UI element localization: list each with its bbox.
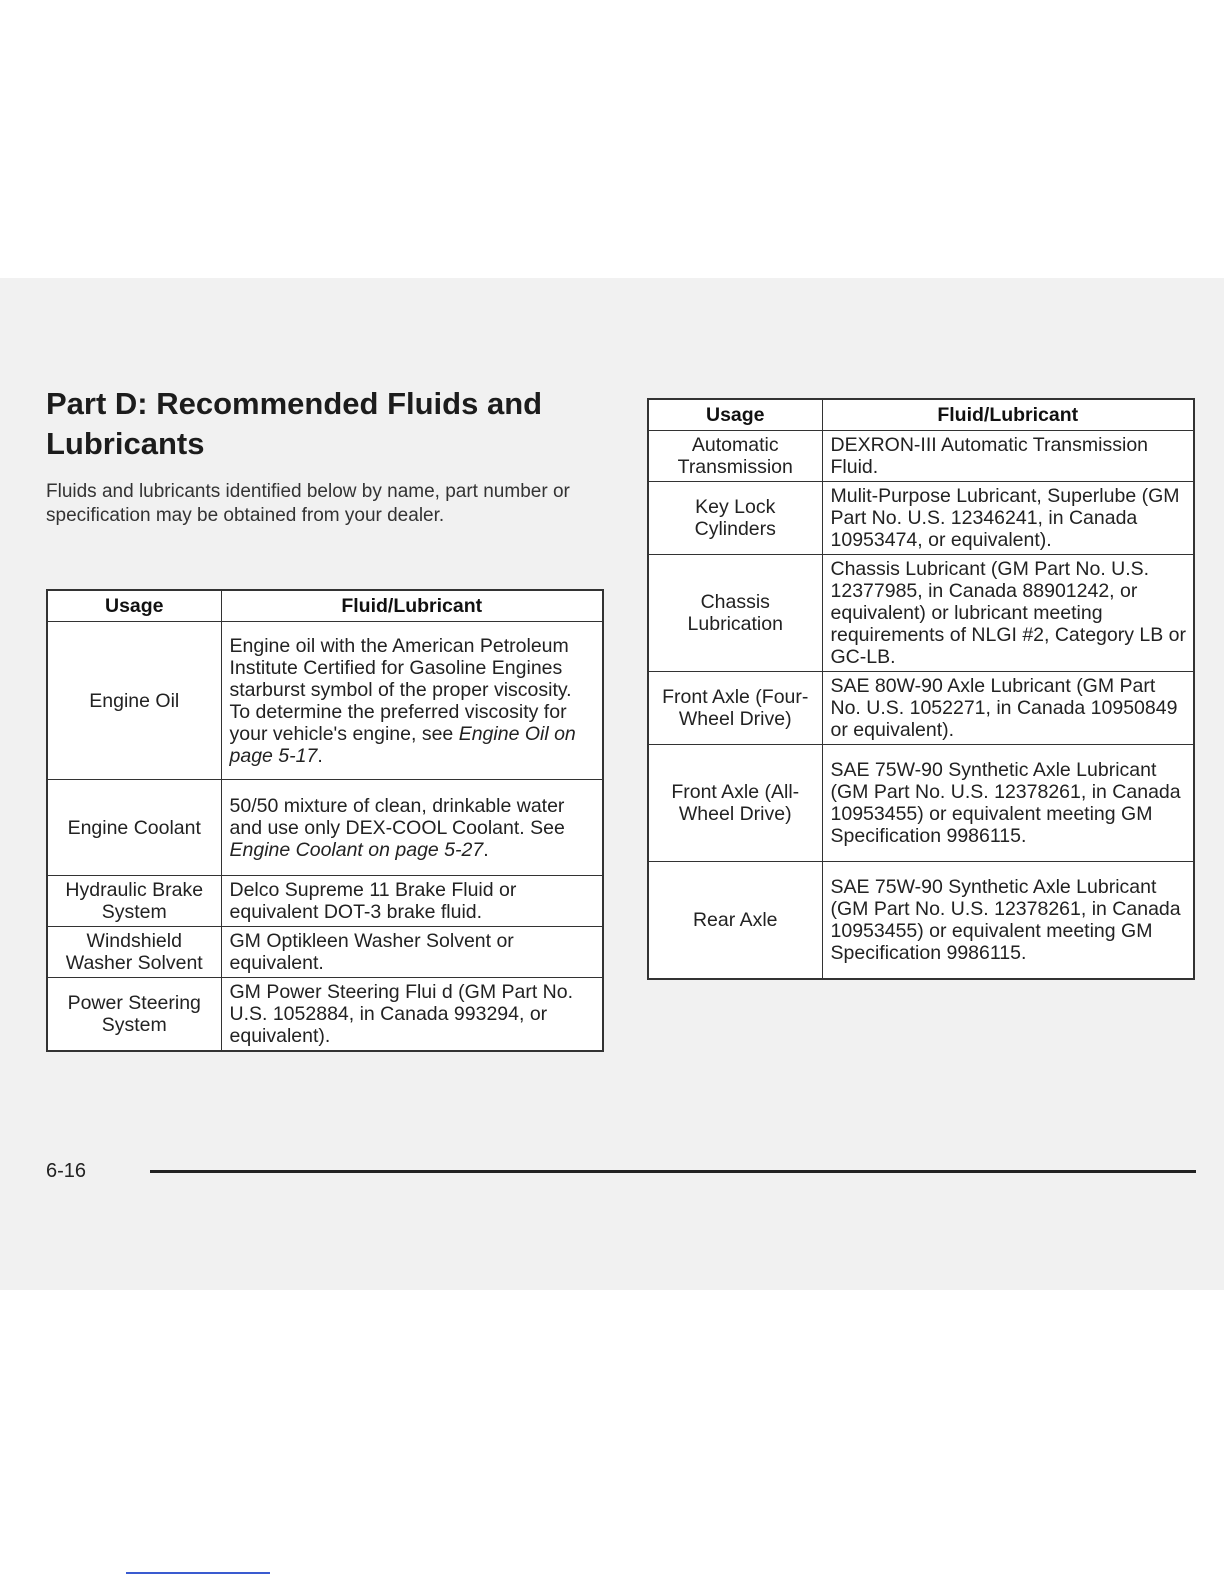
table-row <box>47 978 603 1051</box>
page-title-line-2: Lubricants <box>46 426 205 461</box>
usage-cell: Automatic Transmission <box>648 431 822 482</box>
table-row <box>648 745 1194 862</box>
table-row <box>648 555 1194 672</box>
fluid-cell: Chassis Lubricant (GM Part No. U.S. 12377985, in Canada 88901242, or equivalent) or lubricant meeting requirements of NLGI #2, Category LB or GC-LB. <box>822 555 1194 672</box>
header-usage: Usage <box>47 590 221 622</box>
header-fluid-lubricant: Fluid/Lubricant <box>221 590 603 622</box>
intro-paragraph: Fluids and lubricants identified below by name, part number or specification may be obtained from your dealer. <box>46 481 570 526</box>
table-row <box>47 622 603 780</box>
fluid-cell: GM Optikleen Washer Solvent or equivalent. <box>221 927 603 978</box>
table-row <box>648 482 1194 555</box>
fluid-cell: SAE 80W-90 Axle Lubricant (GM Part No. U.S. 1052271, in Canada 10950849 or equivalent). <box>822 672 1194 745</box>
fluid-cell: Mulit-Purpose Lubricant, Superlube (GM Part No. U.S. 12346241, in Canada 10953474, or equivalent). <box>822 482 1194 555</box>
table-header-row <box>648 399 1194 431</box>
table-row <box>47 876 603 927</box>
page-reference: Engine Oil on page 5-17 <box>229 722 576 767</box>
table-row <box>648 862 1194 979</box>
fluid-cell: SAE 75W-90 Synthetic Axle Lubricant (GM Part No. U.S. 12378261, in Canada 10953455) or equivalent meeting GM Specification 9986115. <box>822 862 1194 979</box>
usage-cell: Engine Coolant <box>47 780 221 876</box>
page-title-line-1: Part D: Recommended Fluids and <box>46 386 543 421</box>
usage-cell: Chassis Lubrication <box>648 555 822 672</box>
fluids-table-right <box>647 398 1195 980</box>
fluid-cell <box>221 780 603 876</box>
usage-cell: Front Axle (All-Wheel Drive) <box>648 745 822 862</box>
header-fluid-lubricant: Fluid/Lubricant <box>822 399 1194 431</box>
page-number: 6-16 <box>46 1160 87 1182</box>
fluid-cell: GM Power Steering Flui d (GM Part No. U.S. 1052884, in Canada 993294, or equivalent). <box>221 978 603 1051</box>
fluids-table-left <box>46 589 604 1052</box>
table-row <box>47 780 603 876</box>
fluid-cell: DEXRON-III Automatic Transmission Fluid. <box>822 431 1194 482</box>
header-usage: Usage <box>648 399 822 431</box>
usage-cell: Front Axle (Four-Wheel Drive) <box>648 672 822 745</box>
usage-cell: Power Steering System <box>47 978 221 1051</box>
page-title <box>46 384 626 464</box>
table-header-row <box>47 590 603 622</box>
table-row <box>47 927 603 978</box>
bottom-link-mark <box>126 1572 270 1574</box>
footer-rule <box>150 1170 1196 1173</box>
usage-cell: Hydraulic Brake System <box>47 876 221 927</box>
fluid-tail: . <box>483 838 489 861</box>
table-row <box>648 672 1194 745</box>
page-reference: Engine Coolant on page 5-27 <box>229 838 484 861</box>
fluid-cell: Delco Supreme 11 Brake Fluid or equivalent DOT-3 brake fluid. <box>221 876 603 927</box>
fluid-tail: . <box>317 744 323 767</box>
usage-cell: Rear Axle <box>648 862 822 979</box>
table-row <box>648 431 1194 482</box>
fluid-text: 50/50 mixture of clean, drinkable water and use only DEX-COOL Coolant. See <box>229 794 565 839</box>
fluid-cell: SAE 75W-90 Synthetic Axle Lubricant (GM Part No. U.S. 12378261, in Canada 10953455) or equivalent meeting GM Specification 9986115. <box>822 745 1194 862</box>
usage-cell: Windshield Washer Solvent <box>47 927 221 978</box>
fluid-cell <box>221 622 603 780</box>
usage-cell: Key Lock Cylinders <box>648 482 822 555</box>
fluid-text: Engine oil with the American Petroleum Institute Certified for Gasoline Engines starburst symbol of the proper viscosity. To determine the preferred viscosity for your vehicle's engine, see <box>229 634 572 745</box>
usage-cell: Engine Oil <box>47 622 221 780</box>
